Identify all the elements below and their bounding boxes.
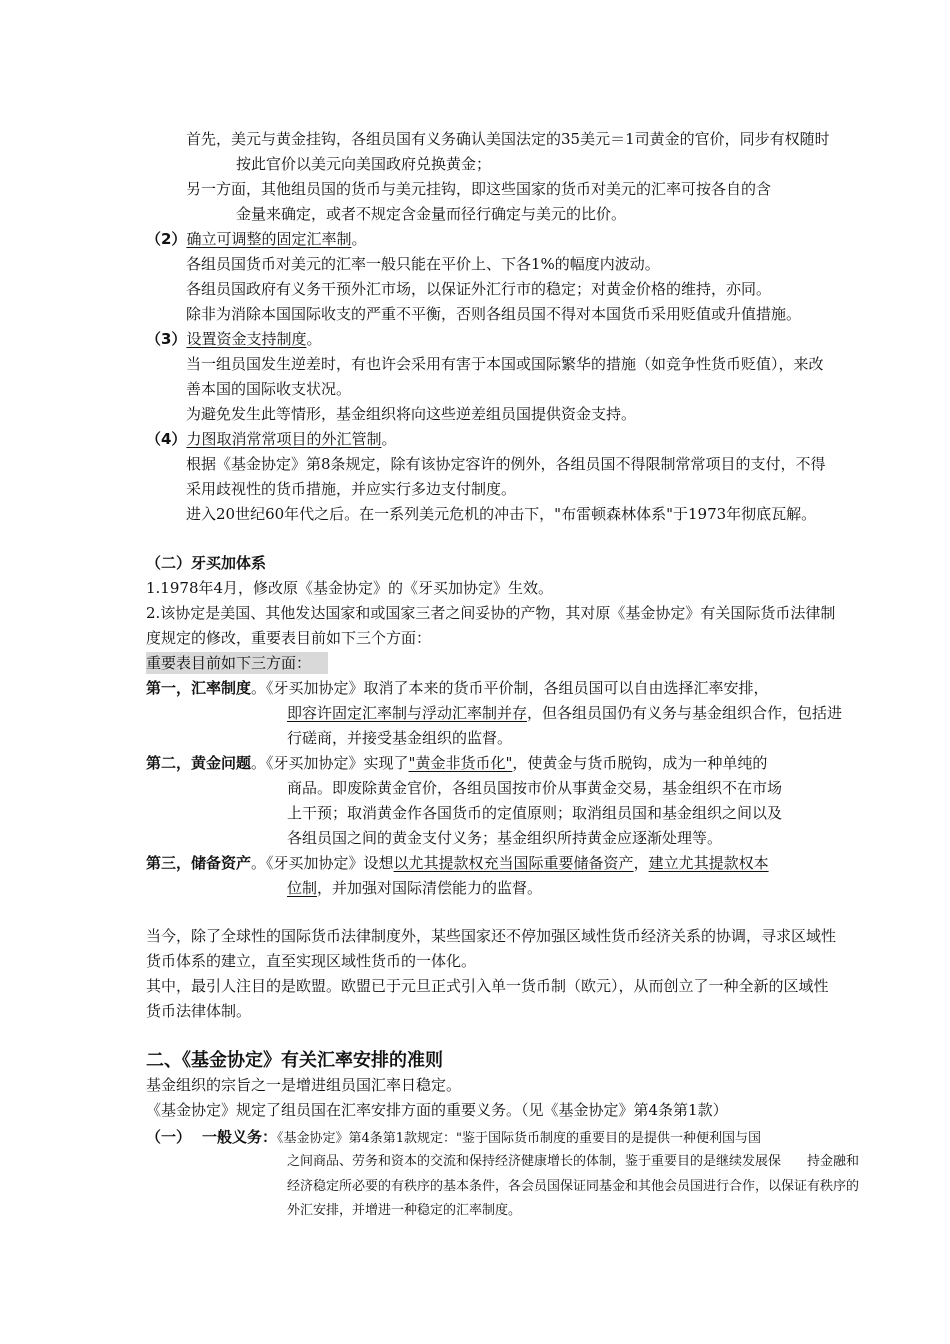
item-text: 《牙买加协定》设想 xyxy=(266,854,394,872)
sub-text: 《基金协定》第4条第1款规定："鉴于国际货币制度的重要目的是提供一种便利国与国 xyxy=(277,1131,762,1146)
item-label-end: 。 xyxy=(251,854,267,872)
item-text: 《牙买加协定》实现了 xyxy=(266,754,409,772)
item-label-end: 。 xyxy=(251,754,267,772)
paragraph-line: 度规定的修改，重要表目前如下三个方面： xyxy=(146,629,432,647)
paragraph-line: 各组员国之间的黄金支付义务；基金组织所持黄金应逐渐处理等。 xyxy=(287,829,723,847)
paragraph-line: 之间商品、劳务和资本的交流和保持经济健康增长的体制，鉴于重要目的是继续发展保 持金融和 xyxy=(287,1154,860,1169)
underlined-text: 即容许固定汇率制与浮动汇率制并存 xyxy=(287,704,528,722)
underlined-text: 位制 xyxy=(287,879,318,897)
item-text: ，并加强对国际清偿能力的监督。 xyxy=(317,879,543,897)
item-label-end: 。 xyxy=(251,679,267,697)
list-number: （4） xyxy=(146,430,187,448)
paragraph-line: 商品。即废除黄金官价，各组员国按市价从事黄金交易，基金组织不在市场 xyxy=(287,779,783,797)
item-text: ，使黄金与货币脱钩，成为一种单纯的 xyxy=(512,754,768,772)
highlighted-text: 重要表目前如下三方面： xyxy=(146,652,328,674)
section-heading: （二）牙买加体系 xyxy=(146,554,267,572)
item-label: 第三，储备资产 xyxy=(146,854,252,872)
paragraph-line: 经济稳定所必要的有秩序的基本条件，各会员国保证同基金和其他会员国进行合作，以保证有秩序的 xyxy=(287,1179,860,1194)
list-title-end: 。 xyxy=(306,330,322,348)
paragraph-line: 行磋商，并接受基金组织的监督。 xyxy=(287,729,513,747)
paragraph-line: 上干预；取消黄金作各国货币的定值原则；取消组员国和基金组织之间以及 xyxy=(287,804,783,822)
paragraph-line: 1.1978年4月，修改原《基金协定》的《牙买加协定》生效。 xyxy=(146,579,554,597)
paragraph-line: 当一组员国发生逆差时，有也许会采用有害于本国或国际繁华的措施（如竞争性货币贬值），来改 xyxy=(186,355,824,373)
item-first-line2 xyxy=(287,702,842,724)
item-second xyxy=(146,752,767,774)
list-item-heading xyxy=(146,228,366,250)
paragraph-line: 金量来确定，或者不规定含金量而径行确定与美元的比价。 xyxy=(236,205,627,223)
underlined-text: "黄金非货币化" xyxy=(408,754,513,772)
paragraph-line: 2.该协定是美国、其他发达国家和或国家三者之间妥协的产物，其对原《基金协定》有关国际货币法律制 xyxy=(146,604,836,622)
paragraph-line: 另一方面，其他组员国的货币与美元挂钩，即这些国家的货币对美元的汇率可按各自的含 xyxy=(186,180,772,198)
item-text: ， xyxy=(633,854,649,872)
paragraph-line: 善本国的国际收支状况。 xyxy=(186,380,352,398)
paragraph-line: 除非为消除本国国际收支的严重不平衡，否则各组员国不得对本国货币采用贬值或升值措施。 xyxy=(186,305,802,323)
paragraph-line: 外汇安排，并增进一种稳定的汇率制度。 xyxy=(287,1203,522,1218)
item-label: 第一，汇率制度 xyxy=(146,679,252,697)
paragraph-line: 按此官价以美元向美国政府兑换黄金； xyxy=(236,155,492,173)
list-title-end: 。 xyxy=(381,430,397,448)
paragraph-line: 各组员国货币对美元的汇率一般只能在平价上、下各1%的幅度内波动。 xyxy=(186,255,660,273)
sub-number: （一） xyxy=(146,1128,192,1146)
list-title: 力图取消常常项目的外汇管制 xyxy=(186,430,382,448)
item-third xyxy=(146,852,769,874)
list-item-heading xyxy=(146,328,321,350)
item-text: ，但各组员国仍有义务与基金组织合作，包括进 xyxy=(527,704,843,722)
paragraph-line: 基金组织的宗旨之一是增进组员国汇率日稳定。 xyxy=(146,1076,462,1094)
underlined-text: 建立尤其提款权本 xyxy=(648,854,769,872)
list-title: 确立可调整的固定汇率制 xyxy=(186,230,352,248)
paragraph-line: 首先，美元与黄金挂钩，各组员国有义务确认美国法定的35美元＝1司黄金的官价，同步有权随时 xyxy=(186,130,830,148)
list-title-end: 。 xyxy=(351,230,367,248)
item-first xyxy=(146,677,769,699)
list-item-heading xyxy=(146,428,396,450)
underlined-text: 以尤其提款权充当国际重要储备资产 xyxy=(393,854,634,872)
paragraph-line: 各组员国政府有义务干预外汇市场，以保证外汇行市的稳定；对黄金价格的维持，亦同。 xyxy=(186,280,772,298)
paragraph-line: 货币法律体制。 xyxy=(146,1002,252,1020)
item-third-line2 xyxy=(287,877,542,899)
paragraph-line: 其中，最引人注目的是欧盟。欧盟已于元旦正式引入单一货币制（欧元），从而创立了一种全新的区域性 xyxy=(146,977,829,995)
item-label: 第二，黄金问题 xyxy=(146,754,252,772)
paragraph-line: 进入20世纪60年代之后。在一系列美元危机的冲击下，"布雷顿森林体系"于1973年彻底瓦解。 xyxy=(186,505,817,523)
item-text: 《牙买加协定》取消了本来的货币平价制，各组员国可以自由选择汇率安排， xyxy=(266,679,769,697)
page-heading: 二、《基金协定》有关汇率安排的准则 xyxy=(146,1050,443,1071)
list-number: （3） xyxy=(146,330,187,348)
paragraph-line: 货币体系的建立，直至实现区域性货币的一体化。 xyxy=(146,952,477,970)
paragraph-line: 《基金协定》规定了组员国在汇率安排方面的重要义务。（见《基金协定》第4条第1款） xyxy=(146,1101,728,1119)
paragraph-line: 当今，除了全球性的国际货币法律制度外，某些国家还不停加强区域性货币经济关系的协调，寻求区域性 xyxy=(146,927,837,945)
list-number: （2） xyxy=(146,230,187,248)
sub-item xyxy=(146,1126,761,1150)
paragraph-line: 根据《基金协定》第8条规定，除有该协定容许的例外，各组员国不得限制常常项目的支付，不得 xyxy=(186,455,826,473)
list-title: 设置资金支持制度 xyxy=(186,330,307,348)
sub-label: 一般义务： xyxy=(202,1128,278,1146)
paragraph-line: 采用歧视性的货币措施，并应实行多边支付制度。 xyxy=(186,480,517,498)
paragraph-line: 为避免发生此等情形，基金组织将向这些逆差组员国提供资金支持。 xyxy=(186,405,637,423)
